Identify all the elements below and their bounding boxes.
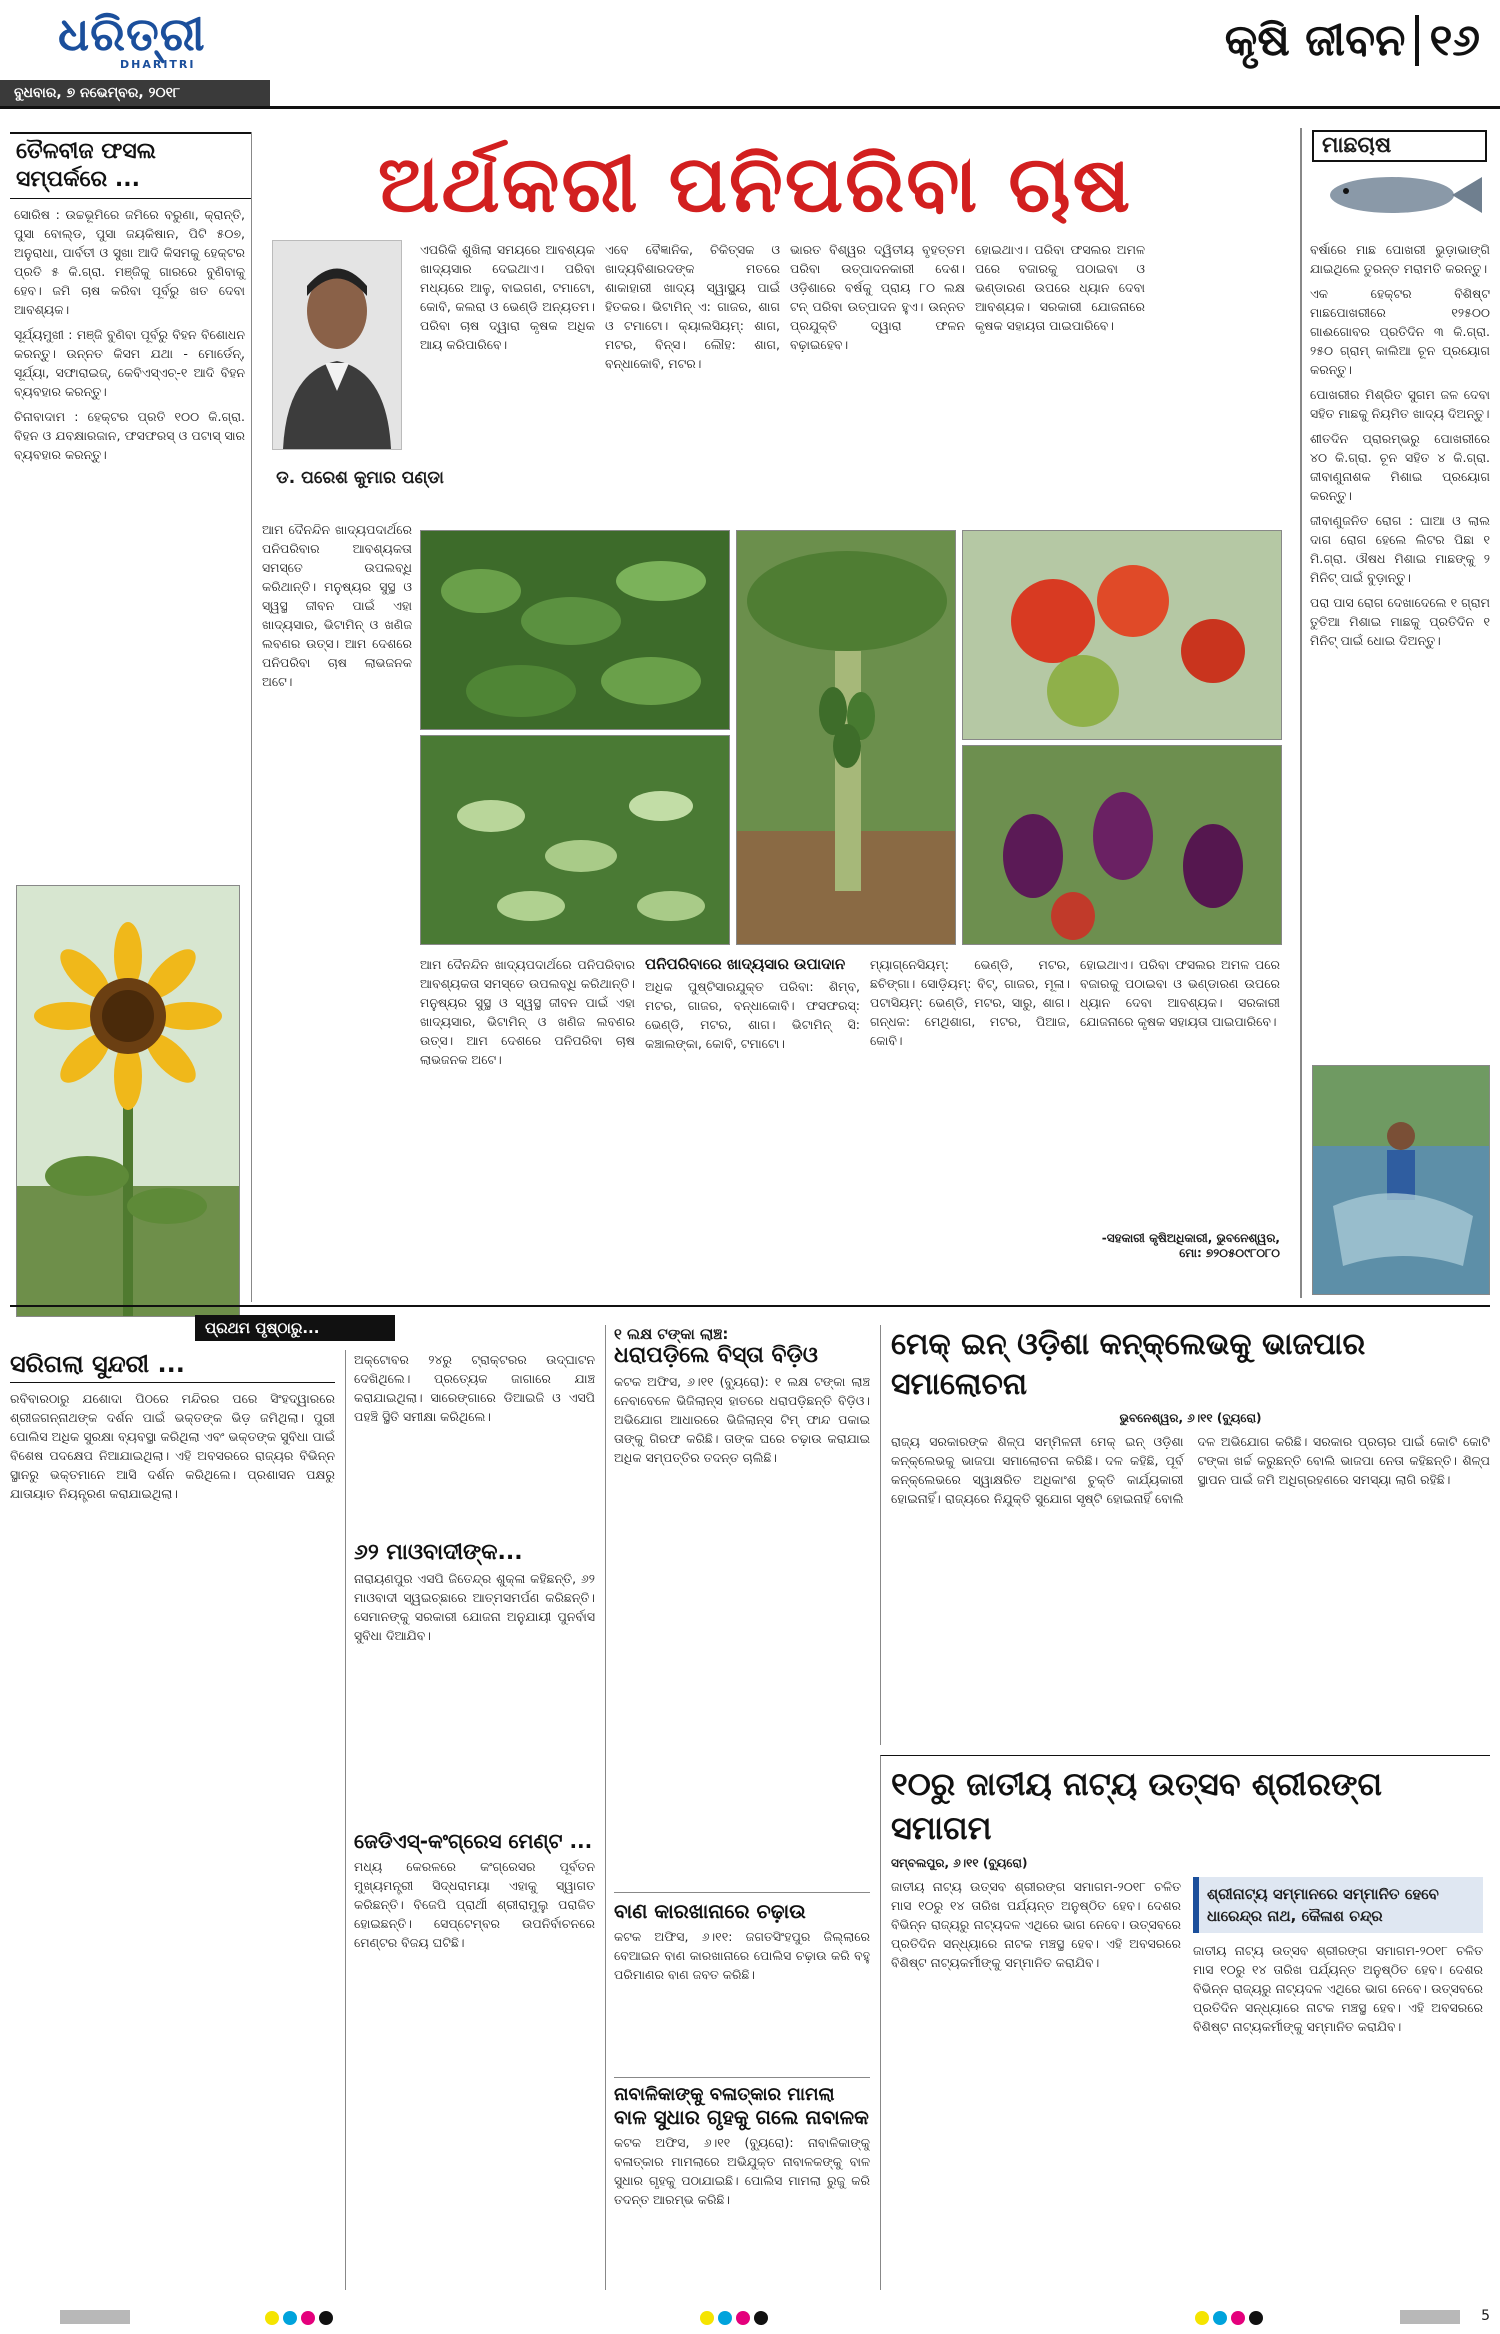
fish-column-title: ମାଛଚାଷ xyxy=(1312,130,1487,162)
article-signoff: -ସହକାରୀ କୃଷିଅଧିକାରୀ, ଭୁବନେଶ୍ୱର, xyxy=(1101,1231,1280,1245)
footer-bar xyxy=(0,2300,1500,2334)
footer-color-register-2 xyxy=(700,2310,772,2329)
story-column-3 xyxy=(605,1325,870,2290)
date-strip: ବୁଧବାର, ୭ ନଭେମ୍ବର, ୨୦୧୮ xyxy=(0,80,270,106)
story-bribe-kicker: ୧ ଲକ୍ଷ ଟଙ୍କା ଲାଞ୍ଚ: xyxy=(614,1325,729,1343)
story-theatre-box: ଶ୍ରୀନାଟ୍ୟ ସମ୍ମାନରେ ସମ୍ମାନିତ ହେବେ ଧାରେନ୍ଦ୍ର ନାଥ, କୈଳାଶ ଚନ୍ଦ୍ର xyxy=(1193,1877,1483,1933)
story-jds-head: ଜେଡିଏସ୍-କଂଗ୍ରେସ ମେଣ୍ଟ ... xyxy=(354,1829,593,1853)
article-col-8 xyxy=(1080,955,1280,1300)
story-bribe-head: ଧରାପଡ଼ିଲେ ବିସ୍ତା ବିଡ଼ିଓ xyxy=(614,1343,818,1368)
photo-brinjal xyxy=(962,745,1282,945)
fish-illustration xyxy=(1312,165,1490,225)
fish-para-4: ଶୀତଦିନ ପ୍ରାରମ୍ଭରୁ ପୋଖରୀରେ ୪୦ କି.ଗ୍ରା. ଚୂନ ସହିତ ୪ କି.ଗ୍ରା. ଜୀବାଣୁନାଶକ ମିଶାଇ ପ୍ରୟୋଗ କରନ୍ତୁ। xyxy=(1310,431,1490,503)
story-jds-body: ମଧ୍ୟ କେରଳରେ କଂଗ୍ରେସର ପୂର୍ବତନ ମୁଖ୍ୟମନ୍ତ୍ରୀ ସିଦ୍ଧରାମୟା ଏହାକୁ ସ୍ୱାଗତ କରିଛନ୍ତି। ବିଜେପି ପ୍ରାର୍ଥୀ ଶ୍ରୀରାମୁଲୁ ପରାଜିତ ହୋଇଛନ୍ତି। ସେପ୍ଟେମ୍ବର ଉପନିର୍ବାଚନରେ ମେଣ୍ଟର ବିଜୟ ଘଟିଛି। xyxy=(354,1859,595,1950)
page-number: ୧୬ xyxy=(1415,15,1480,66)
masthead-logo xyxy=(58,7,258,71)
author-name: ଡ. ପରେଶ କୁମାର ପଣ୍ଡା xyxy=(276,468,444,488)
photo-papaya xyxy=(736,530,956,945)
fish-para-1: ବର୍ଷାରେ ମାଛ ପୋଖରୀ ଭୁଡ଼ାଭାଙ୍ଗି ଯାଇଥିଲେ ତୁରନ୍ତ ମରାମତି କରନ୍ତୁ। xyxy=(1310,242,1490,276)
article-col-4: ହୋଇଥାଏ। ପରିବା ଫସଲର ଅମଳ ପରେ ବଜାରକୁ ପଠାଇବା ଓ ଭଣ୍ଡାରଣ ଉପରେ ଧ୍ୟାନ ଦେବା ଆବଶ୍ୟକ। ସରକାରୀ ଯୋଜନାରେ କୃଷକ ସହାୟତା ପାଇପାରିବେ। xyxy=(975,242,1145,333)
story-theatre-dateline: ସମ୍ବଲପୁର, ୬।୧୧ (ବ୍ୟୁରୋ) xyxy=(891,1856,1028,1870)
story-maoist-head: ୬୨ ମାଓବାଦୀଙ୍କ... xyxy=(354,1540,523,1565)
article-col-5: ଆମ ଦୈନନ୍ଦିନ ଖାଦ୍ୟପଦାର୍ଥରେ ପନିପରିବାର ଆବଶ୍ୟକତା ସମସ୍ତେ ଉପଲବ୍ଧି କରିଥାନ୍ତି। ମନୁଷ୍ୟର ସୁସ୍ଥ ଓ ସ୍ୱସ୍ଥ ଜୀବନ ପାଇଁ ଏହା ଖାଦ୍ୟସାର, ଭିଟାମିନ୍ ଓ ଖଣିଜ ଲବଣର ଉତ୍ସ। ଆମ ଦେଶରେ ପନିପରିବା ଚାଷ ଲାଭଜନକ ଅଟେ। xyxy=(420,957,635,1067)
article-col-2: ଏବେ ବୈଜ୍ଞାନିକ, ଚିକିତ୍ସକ ଓ ଖାଦ୍ୟବିଶାରଦଙ୍କ ମତରେ ଶାକାହାରୀ ଖାଦ୍ୟ ସ୍ୱାସ୍ଥ୍ୟ ପାଇଁ ହିତକର। ଭିଟାମିନ୍ ଏ: ଗାଜର, ଶାଗ ଓ ଟମାଟୋ। କ୍ୟାଲସିୟମ୍: ଶାଗ, ମଟର, ବିନ୍ସ। ଲୌହ: ଶାଗ, ବନ୍ଧାକୋବି, ମଟର। xyxy=(605,242,780,371)
article-col-6-text: ଅଧିକ ପୁଷ୍ଟିସାରଯୁକ୍ତ ପରିବା: ଶିମ୍ବ, ମଟର, ଗାଜର, ବନ୍ଧାକୋବି। ଫସଫରସ୍: ଭେଣ୍ଡି, ମଟର, ଶାଗ। ଭିଟାମିନ୍ ସି: କଞ୍ଚାଲଙ୍କା, କୋବି, ଟମାଟୋ। xyxy=(645,979,860,1051)
story-minor-head: ନାବାଳିକାଙ୍କୁ ବଳାତ୍କାର ମାମଲା xyxy=(614,2077,870,2105)
fish-para-2: ଏକ ହେକ୍ଟର ବିଶିଷ୍ଟ ମାଛପୋଖରୀରେ ୧୨୫୦୦ ଗାଈଗୋବର ପ୍ରତିଦିନ ୩ କି.ଗ୍ରା. ୨୫୦ ଗ୍ରାମ୍ କାଲିଆ ଚୂନ ପ୍ରୟୋଗ କରନ୍ତୁ। xyxy=(1310,286,1490,377)
story-continued-body: ଅକ୍ଟୋବର ୨୪ରୁ ଟ୍ରାକ୍ଟରର ଉଦ୍‌ଘାଟନ ଦେଖିଥିଲେ। ପ୍ରତ୍ୟେକ ଜାଗାରେ ଯାଞ୍ଚ କରାଯାଇଥିଲା। ସାରେଙ୍ଗାରେ ଡିଆଇଜି ଓ ଏସପି ପହଞ୍ଚି ସ୍ଥିତି ସମୀକ୍ଷା କରିଥିଲେ। xyxy=(354,1352,595,1424)
article-drop-cap-col: ଆମ ଦୈନନ୍ଦିନ ଖାଦ୍ୟପଦାର୍ଥରେ ପନିପରିବାର ଆବଶ୍ୟକତା ସମସ୍ତେ ଉପଲବ୍ଧି କରିଥାନ୍ତି। ମନୁଷ୍ୟର ସୁସ୍ଥ ଓ ସ୍ୱସ୍ଥ ଜୀବନ ପାଇଁ ଏହା ଖାଦ୍ୟସାର, ଭିଟାମିନ୍ ଓ ଖଣିଜ ଲବଣର ଉତ୍ସ। ଆମ ଦେଶରେ ପନିପରିବା ଚାଷ ଲାଭଜନକ ଅଟେ। xyxy=(262,522,412,689)
footer-color-register-3 xyxy=(1195,2310,1267,2329)
footer-grey-mark-2 xyxy=(1400,2310,1460,2324)
article-col-3: ଭାରତ ବିଶ୍ୱର ଦ୍ୱିତୀୟ ବୃହତ୍ତମ ପରିବା ଉତ୍ପାଦନକାରୀ ଦେଶ। ଓଡ଼ିଶାରେ ବର୍ଷକୁ ପ୍ରାୟ ୮୦ ଲକ୍ଷ ଟନ୍ ପରିବା ଉତ୍ପାଦନ ହୁଏ। ଉନ୍ନତ ପ୍ରଯୁକ୍ତି ଦ୍ୱାରା ଫଳନ ବଢ଼ାଇହେବ। xyxy=(790,242,965,352)
fish-column-text xyxy=(1310,240,1490,1060)
story-make-in-odisha xyxy=(880,1325,1490,1745)
left-para-2: ସୂର୍ଯ୍ୟମୁଖୀ : ମଞ୍ଜି ବୁଣିବା ପୂର୍ବରୁ ବିହନ ବିଶୋଧନ କରନ୍ତୁ। ଉନ୍ନତ କିସମ ଯଥା - ମୋର୍ଡେନ୍, ସୂର୍ଯ୍ୟା, ସଫାରାଇଜ୍, କେବିଏସ୍ଏଚ୍-୧ ଆଦି ବିହନ ବ୍ୟବହାର କରନ୍ତୁ। xyxy=(14,327,245,399)
story-firecracker-body: କଟକ ଅଫିସ, ୬।୧୧: ଜଗତସିଂହପୁର ଜିଲ୍ଲାରେ ବେଆଇନ ବାଣ କାରଖାନାରେ ପୋଲିସ ଚଢ଼ାଉ କରି ବହୁ ପରିମାଣର ବାଣ ଜବତ କରିଛି। xyxy=(614,1929,870,1982)
story-minor-body: କଟକ ଅଫିସ, ୬।୧୧ (ବ୍ୟୁରୋ): ନାବାଳିକାଙ୍କୁ ବଳାତ୍କାର ମାମଲାରେ ଅଭିଯୁକ୍ତ ନାବାଳକଙ୍କୁ ବାଳ ସୁଧାର ଗୃହକୁ ପଠାଯାଇଛି। ପୋଲିସ ମାମଲା ରୁଜୁ କରି ତଦନ୍ତ ଆରମ୍ଭ କରିଛି। xyxy=(614,2135,870,2207)
left-column-title: ତୈଳବୀଜ ଫସଲ ସମ୍ପର୍କରେ ... xyxy=(10,132,251,199)
author-photo xyxy=(272,240,402,450)
story-theatre-head: ୧୦ରୁ ଜାତୀୟ ନାଟ୍ୟ ଉତ୍ସବ ଶ୍ରୀରଙ୍ଗ ସମାଗମ xyxy=(891,1765,1383,1847)
article-sub-head: ପନିପରିବାରେ ଖାଦ୍ୟସାର ଉପାଦାନ xyxy=(645,955,846,973)
logo-subtitle: DHARITRI xyxy=(120,58,196,71)
fish-para-6: ପରା ପାସ ରୋଗ ଦେଖାଦେଲେ ୧ ଗ୍ରାମ ତୁତିଆ ମିଶାଇ ମାଛକୁ ପ୍ରତିଦିନ ୧ ମିନିଟ୍ ପାଇଁ ଧୋଇ ଦିଅନ୍ତୁ। xyxy=(1310,595,1490,648)
section-title xyxy=(1110,10,1480,72)
story-make-in-odisha-head: ମେକ୍ ଇନ୍ ଓଡ଼ିଶା କନ୍‌କ୍ଲେଭକୁ ଭାଜପାର ସମାଲୋଚନା xyxy=(891,1327,1366,1402)
story-make-in-odisha-dateline: ଭୁବନେଶ୍ୱର, ୬।୧୧ (ବ୍ୟୁରୋ) xyxy=(1119,1411,1262,1425)
story-minor-subhead: ବାଳ ସୁଧାର ଗୃହକୁ ଗଲେ ନାବାଳକ xyxy=(614,2105,869,2129)
main-headline: ଅର୍ଥକରୀ ପନିପରିବା ଚାଷ xyxy=(377,140,1133,230)
logo-text: ଧରିତ୍ରୀ xyxy=(58,7,206,61)
continued-tag: ପ୍ରଥମ ପୃଷ୍ଠାରୁ... xyxy=(195,1315,395,1341)
left-column xyxy=(10,132,252,1302)
photo-tomatoes xyxy=(962,530,1282,740)
left-para-1: ସୋରିଷ : ଉଚ୍ଚଭୂମିରେ ଜମିରେ ବରୁଣା, କ୍ରାନ୍ତି, ପୁସା ବୋଲ୍ଡ, ପୁସା ଜୟକିଷାନ, ପିଟି ୫୦୭, ଅନୁରାଧା, ପାର୍ବତୀ ଓ ସୁଖା ଆଦି କିସମକୁ ହେକ୍ଟର ପ୍ରତି ୫ କି.ଗ୍ରା. ମଞ୍ଜିକୁ ଗାରରେ ବୁଣିବାକୁ ହେବ। ଜମି ଚାଷ କରିବା ପୂର୍ବରୁ ଖତ ଦେବା ଆବଶ୍ୟକ। xyxy=(14,207,245,317)
top-rule xyxy=(0,106,1500,109)
story-theatre-body-2: ଜାତୀୟ ନାଟ୍ୟ ଉତ୍ସବ ଶ୍ରୀରଙ୍ଗ ସମାଗମ-୨୦୧୮ ଚଳିତ ମାସ ୧୦ରୁ ୧୪ ତାରିଖ ପର୍ଯ୍ୟନ୍ତ ଅନୁଷ୍ଠିତ ହେବ। ଦେଶର ବିଭିନ୍ନ ରାଜ୍ୟରୁ ନାଟ୍ୟଦଳ ଏଥିରେ ଭାଗ ନେବେ। ଉତ୍ସବରେ ପ୍ରତିଦିନ ସନ୍ଧ୍ୟାରେ ନାଟକ ମଞ୍ଚସ୍ଥ ହେବ। ଏହି ଅବସରରେ ବିଶିଷ୍ଟ ନାଟ୍ୟକର୍ମୀଙ୍କୁ ସମ୍ମାନିତ କରାଯିବ। xyxy=(1193,1943,1483,2034)
fish-farmer-photo xyxy=(1312,1065,1490,1295)
fish-para-5: ଜୀବାଣୁଜନିତ ରୋଗ : ଘାଆ ଓ ଲାଲ ଦାଗ ରୋଗ ହେଲେ ଲିଟର ପିଛା ୧ ମି.ଗ୍ରା. ଔଷଧ ମିଶାଇ ମାଛଙ୍କୁ ୨ ମିନିଟ୍ ପାଇଁ ବୁଡ଼ାନ୍ତୁ। xyxy=(1310,513,1490,585)
footer-color-register-1 xyxy=(265,2310,337,2329)
article-col-6 xyxy=(645,955,860,1300)
photo-gourds xyxy=(420,735,730,945)
section-divider xyxy=(10,1305,1490,1307)
story-maoist-body: ନାରାୟଣପୁର ଏସପି ଜିତେନ୍ଦ୍ର ଶୁକ୍ଳା କହିଛନ୍ତି, ୬୨ ମାଓବାଦୀ ସ୍ୱଇଚ୍ଛାରେ ଆତ୍ମସମର୍ପଣ କରିଛନ୍ତି। ସେମାନଙ୍କୁ ସରକାରୀ ଯୋଜନା ଅନୁଯାୟୀ ପୁନର୍ବାସ ସୁବିଧା ଦିଆଯିବ। xyxy=(354,1571,595,1643)
article-phone: ମୋ: ୭୨୦୫୦୯୮୦୮୦ xyxy=(1179,1246,1280,1260)
story-theatre xyxy=(880,1755,1490,2290)
fish-para-3: ପୋଖରୀର ମିଶ୍ରିତ ସୁଗମ ଜଳ ଦେବା ସହିତ ମାଛକୁ ନିୟମିତ ଖାଦ୍ୟ ଦିଅନ୍ତୁ। xyxy=(1310,387,1490,421)
story-sundari-head: ସରିଗଲା ସୁନ୍ଦରୀ ... xyxy=(10,1350,335,1383)
sunflower-photo xyxy=(16,885,240,1317)
story-make-in-odisha-body: ରାଜ୍ୟ ସରକାରଙ୍କ ଶିଳ୍ପ ସମ୍ମିଳନୀ ମେକ୍ ଇନ୍ ଓଡ଼ିଶା କନ୍‌କ୍ଲେଭକୁ ଭାଜପା ସମାଲୋଚନା କରିଛି। ଦଳ କହିଛି, ପୂର୍ବ କନ୍‌କ୍ଲେଭରେ ସ୍ୱାକ୍ଷରିତ ଅଧିକାଂଶ ଚୁକ୍ତି କାର୍ଯ୍ୟକାରୀ ହୋଇନାହିଁ। ରାଜ୍ୟରେ ନିଯୁକ୍ତି ସୁଯୋଗ ସୃଷ୍ଟି ହୋଇନାହିଁ ବୋଲି ଦଳ ଅଭିଯୋଗ କରିଛି। ସରକାର ପ୍ରଚାର ପାଇଁ କୋଟି କୋଟି ଟଙ୍କା ଖର୍ଚ୍ଚ କରୁଛନ୍ତି ବୋଲି ଭାଜପା ନେତା କହିଛନ୍ତି। ଶିଳ୍ପ ସ୍ଥାପନ ପାଇଁ ଜମି ଅଧିଗ୍ରହଣରେ ସମସ୍ୟା ଲାଗି ରହିଛି। xyxy=(891,1434,1490,1506)
story-bribe-body: କଟକ ଅଫିସ, ୬।୧୧ (ବ୍ୟୁରୋ): ୧ ଲକ୍ଷ ଟଙ୍କା ଲାଞ୍ଚ ନେବାବେଳେ ଭିଜିଲାନ୍ସ ହାତରେ ଧରାପଡ଼ିଛନ୍ତି ବିଡ଼ିଓ। ଅଭିଯୋଗ ଆଧାରରେ ଭିଜିଲାନ୍ସ ଟିମ୍ ଫାନ୍ଦ ପକାଇ ତାଙ୍କୁ ଗିରଫ କରିଛି। ତାଙ୍କ ଘରେ ଚଢ଼ାଉ କରାଯାଇ ଅଧିକ ସମ୍ପତ୍ତିର ତଦନ୍ତ ଚାଲିଛି। xyxy=(614,1374,870,1465)
story-theatre-body: ଜାତୀୟ ନାଟ୍ୟ ଉତ୍ସବ ଶ୍ରୀରଙ୍ଗ ସମାଗମ-୨୦୧୮ ଚଳିତ ମାସ ୧୦ରୁ ୧୪ ତାରିଖ ପର୍ଯ୍ୟନ୍ତ ଅନୁଷ୍ଠିତ ହେବ। ଦେଶର ବିଭିନ୍ନ ରାଜ୍ୟରୁ ନାଟ୍ୟଦଳ ଏଥିରେ ଭାଗ ନେବେ। ଉତ୍ସବରେ ପ୍ରତିଦିନ ସନ୍ଧ୍ୟାରେ ନାଟକ ମଞ୍ଚସ୍ଥ ହେବ। ଏହି ଅବସରରେ ବିଶିଷ୍ଟ ନାଟ୍ୟକର୍ମୀଙ୍କୁ ସମ୍ମାନିତ କରାଯିବ। xyxy=(891,1879,1181,1970)
footer-page-number: 5 xyxy=(1481,2308,1490,2324)
left-para-3: ଚିନାବାଦାମ : ହେକ୍ଟର ପ୍ରତି ୧୦୦ କି.ଗ୍ରା. ବିହନ ଓ ଯବକ୍ଷାରଜାନ, ଫସଫରସ୍ ଓ ପଟାସ୍ ସାର ବ୍ୟବହାର କରନ୍ତୁ। xyxy=(14,409,245,462)
photo-greens xyxy=(420,530,730,730)
story-firecracker-head: ବାଣ କାରଖାନାରେ ଚଢ଼ାଉ xyxy=(614,1892,870,1923)
fish-column-rule xyxy=(1300,128,1302,1298)
article-col-1: ଏପରିକି ଶୁଖିଲା ସମୟରେ ଆବଶ୍ୟକ ଖାଦ୍ୟସାର ଦେଇଥାଏ। ପରିବା ମଧ୍ୟରେ ଆଳୁ, ବାଇଗଣ, ଟମାଟୋ, କୋବି, କଲରା ଓ ଭେଣ୍ଡି ଅନ୍ୟତମ। ପରିବା ଚାଷ ଦ୍ୱାରା କୃଷକ ଅଧିକ ଆୟ କରିପାରିବେ। xyxy=(420,242,595,352)
footer-grey-mark-1 xyxy=(60,2310,130,2324)
story-column-2 xyxy=(345,1350,595,2290)
left-column-text xyxy=(10,199,251,865)
article-col-7: ମ୍ୟାଗ୍ନେସିୟମ୍: ଭେଣ୍ଡି, ମଟର, ଛଚିଙ୍ଗା। ସୋଡ଼ିୟମ୍: ବିଟ୍, ଗାଜର, ମୂଳା। ପଟାସିୟମ୍: ଭେଣ୍ଡି, ମଟର, ସାରୁ, ଶାଗ। ଗନ୍ଧକ: ମେଥିଶାଗ, ମଟର, ପିଆଜ, କୋବି। xyxy=(870,957,1070,1048)
article-col-8-text: ହୋଇଥାଏ। ପରିବା ଫସଲର ଅମଳ ପରେ ବଜାରକୁ ପଠାଇବା ଓ ଭଣ୍ଡାରଣ ଉପରେ ଧ୍ୟାନ ଦେବା ଆବଶ୍ୟକ। ସରକାରୀ ଯୋଜନାରେ କୃଷକ ସହାୟତା ପାଇପାରିବେ। xyxy=(1080,957,1280,1029)
story-sundari-body: ରବିବାରଠାରୁ ଯଶୋଦା ପିଠରେ ମନ୍ଦିରର ପରେ ସିଂହଦ୍ୱାରରେ ଶ୍ରୀଜଗନ୍ନାଥଙ୍କ ଦର୍ଶନ ପାଇଁ ଭକ୍ତଙ୍କ ଭିଡ଼ ଜମିଥିଲା। ପୁରୀ ପୋଲିସ ଅଧିକ ସୁରକ୍ଷା ବ୍ୟବସ୍ଥା କରିଥିଲା ଏବଂ ଭକ୍ତଙ୍କ ସୁବିଧା ପାଇଁ ବିଶେଷ ପଦକ୍ଷେପ ନିଆଯାଇଥିଲା। ଏହି ଅବସରରେ ରାଜ୍ୟର ବିଭିନ୍ନ ସ୍ଥାନରୁ ଭକ୍ତମାନେ ଆସି ଦର୍ଶନ କରିଥିଲେ। ପ୍ରଶାସନ ପକ୍ଷରୁ ଯାତାୟାତ ନିୟନ୍ତ୍ରଣ କରାଯାଇଥିଲା। xyxy=(10,1391,335,1501)
story-sundari xyxy=(10,1350,335,2290)
section-name: କୃଷି ଜୀବନ xyxy=(1224,15,1406,66)
